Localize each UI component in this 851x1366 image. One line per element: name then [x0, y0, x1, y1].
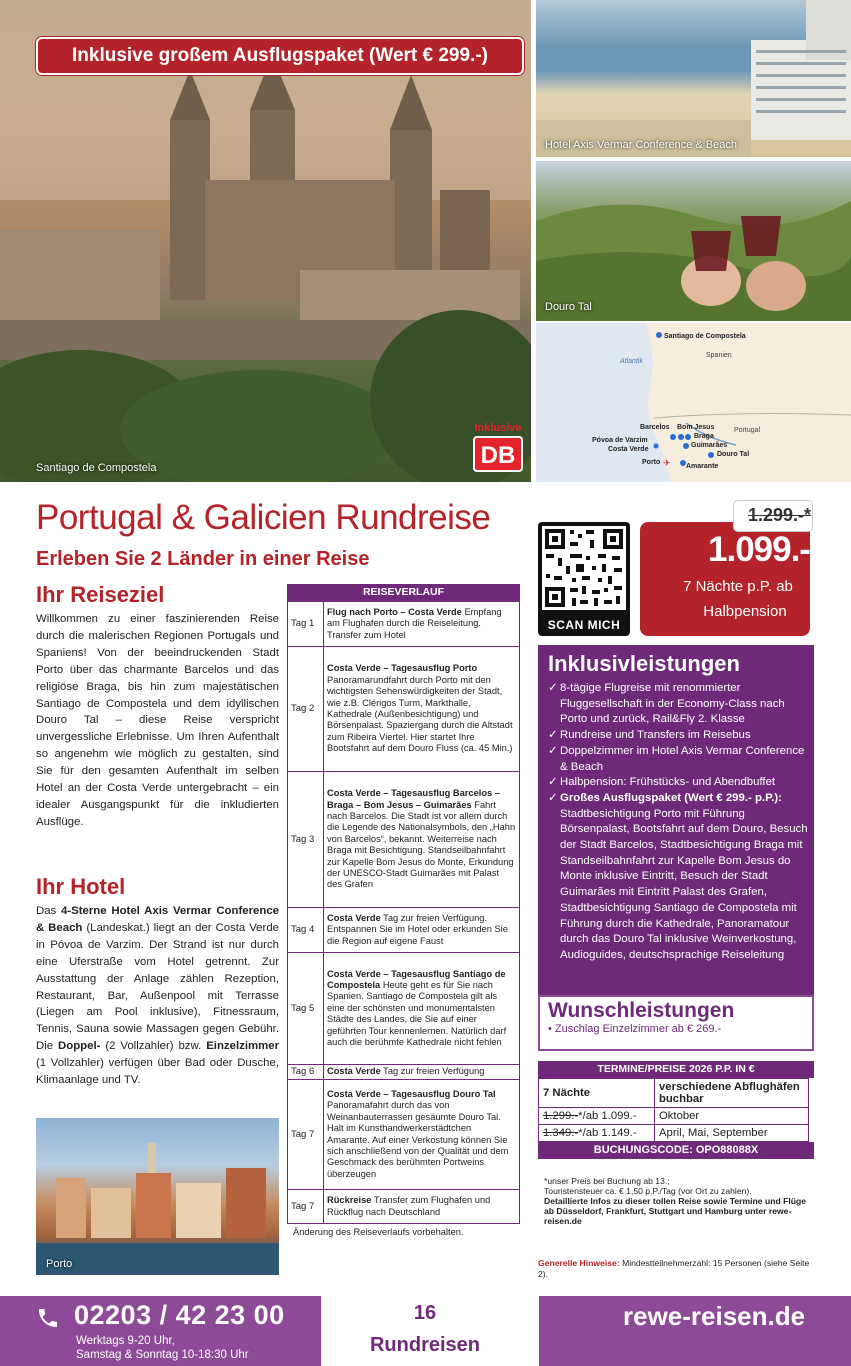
- itinerary-note: Änderung des Reiseverlaufs vorbehalten.: [293, 1227, 464, 1237]
- svg-text:✈: ✈: [663, 459, 671, 469]
- footnote-details: Detaillierte Infos zu dieser tollen Reise sowie Termine und Flüge ab Düsseldorf, Frankfurt, Stuttgart und Hamburg unter rewe-reisen.de: [544, 1196, 807, 1226]
- itinerary-row: [288, 1080, 520, 1190]
- hotel-name: 4-Sterne Hotel Axis Vermar Conference & Beach: [36, 905, 279, 934]
- map-place-amarante: Amarante: [686, 463, 719, 470]
- dates-col-airports: verschiedene Abflughäfen buchbar: [655, 1079, 809, 1108]
- extras-item: • Zuschlag Einzelzimmer ab € 269.-: [548, 1023, 722, 1035]
- phone-box[interactable]: [0, 1296, 321, 1366]
- footnote-line: Touristensteuer ca. € 1,50 p.P./Tag (vor Ort zu zahlen).: [544, 1186, 752, 1196]
- qr-block[interactable]: [538, 522, 630, 636]
- route-map: [536, 323, 851, 482]
- itinerary-row: [288, 908, 520, 953]
- page-subtitle: Erleben Sie 2 Länder in einer Reise: [36, 548, 370, 570]
- itinerary-day: Tag 5: [288, 953, 324, 1065]
- section-name: Rundreisen: [369, 1334, 481, 1356]
- itinerary-day-text: Heute geht es für Sie nach Spanien. Santiago de Compostela gilt als eine der schönsten und monumentalsten Städte des Landes, die Sie auf einer geführten Tour kennenlernen. Natürlich darf auch die berühmte Kathedrale nicht fehlen: [327, 979, 507, 1048]
- included-list: [538, 677, 814, 964]
- map-place-douro: Douro Tal: [717, 451, 750, 458]
- itinerary-day-title: Costa Verde – Tagesausflug Porto: [327, 663, 478, 674]
- itinerary-row: [288, 953, 520, 1065]
- website-link: rewe-reisen.de: [623, 1301, 806, 1331]
- map-place-povoa: Póvoa de Varzim: [592, 437, 648, 444]
- itinerary-day: Tag 7: [288, 1080, 324, 1190]
- itinerary-day: Tag 7: [288, 1190, 324, 1224]
- hotel-illustration: [536, 0, 851, 157]
- price-nights: 7 Nächte p.P. ab: [683, 578, 793, 595]
- porto-photo: [36, 1118, 279, 1275]
- map-place-barcelos: Barcelos: [640, 424, 670, 431]
- dates-months: April, Mai, September: [655, 1125, 809, 1142]
- map-portugal-label: Portugal: [734, 427, 761, 434]
- itinerary-day-title: Costa Verde: [327, 1066, 381, 1077]
- dates-old-price: 1.349.-: [543, 1127, 579, 1139]
- page-number: 16: [413, 1302, 437, 1324]
- itinerary-day: Tag 4: [288, 908, 324, 953]
- map-sea-label: Atlantik: [620, 358, 643, 365]
- itinerary-day-text: Tag zur freien Verfügung: [383, 1066, 485, 1077]
- hotel-single-room: Einzelzimmer: [206, 1040, 280, 1053]
- dates-price-cell: [539, 1125, 655, 1142]
- itinerary-desc: [324, 1065, 520, 1080]
- itinerary-day: Tag 6: [288, 1065, 324, 1080]
- itinerary-heading: REISEVERLAUF: [287, 584, 520, 601]
- hotel-text-body2: (2 Vollzahler) bzw.: [105, 1040, 202, 1053]
- itinerary-day-text: Panoramafahrt durch das von Weinanbauterrassen gesäumte Douro Tal. Halt im Kunsthandwerkerstädtchen Amarante. Auf einer Verkostung können Sie sich anschließend von der Qualität und dem Geschmack des berühmten Portweins überzeugen: [327, 1100, 509, 1179]
- itinerary-desc: [324, 1080, 520, 1190]
- itinerary-day: Tag 3: [288, 772, 324, 908]
- included-item-text: 8-tägige Flugreise mit renommierter Fluggesellschaft in der Economy-Class nach Porto und zurück, Rail&Fly 2. Klasse: [560, 682, 785, 726]
- douro-photo: [536, 161, 851, 321]
- hotel-text-body: (Landeskat.) liegt an der Costa Verde in Póvoa de Varzim. Der Strand ist nur durch eine Uferstraße vom Hotel getrennt. Zur Ausstattung der Anlage zählen Rezeption, Restaurant, Bar, Außenpool mit Terrasse (Liegen am Pool inklusive), Fitnessraum, Tennis, Sauna sowie Massagen gegen Gebühr. Die: [36, 921, 279, 1053]
- general-notes: [538, 1258, 814, 1280]
- itinerary-row: [288, 1190, 520, 1224]
- included-package-title: Großes Ausflugspaket (Wert € 299.- p.P.):: [560, 791, 782, 804]
- footnote: [544, 1176, 814, 1226]
- itinerary-day-title: Costa Verde: [327, 912, 381, 923]
- map-route-dots: [536, 323, 851, 482]
- itinerary-day-text: Panoramarundfahrt durch Porto mit den wichtigsten Sehenswürdigkeiten der Stadt, wie z.B. Clérigos Turm, Markthalle, Kathedrale (Außenbesichtigung) und Börsenpalast. Spaziergang durch die Altstadt zum Ribeira Viertel. Hier startet Ihre Bootsfahrt auf dem Douro Fluss (ca. 45 Min.): [327, 674, 513, 754]
- check-icon: ✓: [548, 729, 558, 742]
- hotel-text: [36, 903, 279, 1089]
- page-title: Portugal & Galicien Rundreise: [36, 498, 491, 537]
- booking-code: BUCHUNGSCODE: OPO88088X: [538, 1142, 814, 1159]
- hotel-photo: [536, 0, 851, 157]
- dates-months: Oktober: [655, 1108, 809, 1125]
- itinerary-day-title: Flug nach Porto – Costa Verde: [327, 606, 462, 617]
- extras-box: [538, 995, 814, 1051]
- map-spain-label: Spanien: [706, 352, 732, 359]
- main-photo-caption: Santiago de Compostela: [36, 462, 157, 474]
- qr-code-icon: [542, 526, 626, 610]
- destination-heading: Ihr Reiseziel: [36, 582, 165, 607]
- itinerary-desc: [324, 1190, 520, 1224]
- itinerary-day-text: Empfang am Flughafen durch die Reiseleitung. Transfer zum Hotel: [327, 606, 502, 640]
- map-place-porto: Porto: [642, 459, 661, 466]
- included-item: [548, 744, 808, 775]
- dates-row: [539, 1125, 809, 1142]
- included-item-text: Rundreise und Transfers im Reisebus: [560, 729, 751, 742]
- footer: [0, 1296, 851, 1366]
- hotel-text-lead: Das: [36, 905, 57, 917]
- porto-illustration: [36, 1118, 279, 1275]
- check-icon: ✓: [548, 744, 558, 757]
- phone-icon: [36, 1306, 60, 1330]
- douro-photo-caption: Douro Tal: [545, 301, 592, 313]
- itinerary: [287, 584, 520, 1237]
- package-banner: [36, 37, 524, 75]
- dates-col-nights: 7 Nächte: [539, 1079, 655, 1108]
- itinerary-day-title: Rückreise: [327, 1195, 372, 1206]
- extras-heading: Wunschleistungen: [548, 999, 735, 1022]
- footnote-line: *unser Preis bei Buchung ab 13.;: [544, 1176, 670, 1186]
- dates-old-price: 1.299.-: [543, 1110, 579, 1122]
- db-badge: [472, 422, 524, 478]
- porto-photo-caption: Porto: [46, 1258, 73, 1270]
- price-old: 1.299.-*: [748, 505, 812, 525]
- price-board: Halbpension: [703, 603, 787, 620]
- check-icon: ✓: [548, 682, 558, 694]
- itinerary-day: Tag 1: [288, 602, 324, 647]
- itinerary-day-text: Fahrt nach Barcelos. Die Stadt ist vor allem durch die Legende des Nationalsymbols, den „Hahn von Barcelos“, bekannt. Weiterreise nach Braga mit Besichtigung. Standseilbahnfahrt zur Kapelle Bom Jesus do Monte, Erkundung der UNESCO-Stadt Guimarães mit Palast des Grafen: [327, 799, 516, 890]
- dates-header-row: [539, 1079, 809, 1108]
- included-package-text: Stadtbesichtigung Porto mit Führung Börsenpalast, Bootsfahrt auf dem Douro, Besuch der Stadt Barcelos, Stadtbesichtigung Braga mit Standseilbahnfahrt zur Kapelle Bom Jesus do Monte inklusive Eintritt, Besuch der Stadt Guimarães mit Eintritt Palast des Grafen, Stadtbesichtigung Santiago de Compostela mit Führung durch die Kathedrale, Panoramatour durch das Douro Tal inklusive Weinverkostung, Audioguides, deutschsprachige Reiseleitung: [560, 807, 808, 961]
- check-icon: ✓: [548, 791, 558, 804]
- itinerary-row: [288, 772, 520, 908]
- included-item: [548, 681, 808, 728]
- check-icon: ✓: [548, 776, 558, 789]
- included-item-text: Halbpension: Frühstücks- und Abendbuffet: [560, 776, 776, 789]
- qr-label: SCAN MICH: [547, 618, 621, 632]
- itinerary-day-text: Transfer zum Flughafen und Rückflug nach Deutschland: [327, 1195, 491, 1217]
- hotel-heading: Ihr Hotel: [36, 874, 126, 899]
- price-new: 1.099.-: [708, 530, 810, 569]
- dates-row: [539, 1108, 809, 1125]
- itinerary-row: [288, 602, 520, 647]
- itinerary-day-title: Costa Verde – Tagesausflug Santiago de Compostela: [327, 968, 506, 990]
- dates-new-price: */ab 1.149.-: [578, 1127, 637, 1139]
- dates-price-table: [538, 1078, 809, 1142]
- itinerary-row: [288, 1065, 520, 1080]
- website-box[interactable]: [539, 1296, 851, 1366]
- itinerary-row: [288, 647, 520, 772]
- itinerary-day: Tag 2: [288, 647, 324, 772]
- dates-new-price: */ab 1.099.-: [578, 1110, 637, 1122]
- itinerary-table: [287, 601, 520, 1224]
- general-notes-label: Generelle Hinweise:: [538, 1258, 620, 1268]
- itinerary-desc: [324, 602, 520, 647]
- hotel-photo-caption: Hotel Axis Vermar Conference & Beach: [545, 139, 737, 151]
- dates-heading: TERMINE/PREISE 2026 P.P. IN €: [538, 1061, 814, 1078]
- itinerary-day-title: Costa Verde – Tagesausflug Douro Tal: [327, 1088, 496, 1099]
- itinerary-day-title: Costa Verde – Tagesausflug Barcelos – Braga – Bom Jesus – Guimarães: [327, 788, 500, 810]
- itinerary-desc: [324, 772, 520, 908]
- hotel-text-body3: (1 Vollzahler) verfügen über Bad oder Dusche, Klimaanlage und TV.: [36, 1057, 279, 1087]
- included-heading: Inklusivleistungen: [548, 651, 740, 676]
- included-item-text: Doppelzimmer im Hotel Axis Vermar Conference & Beach: [560, 744, 805, 773]
- db-badge-label: Inklusive: [474, 422, 522, 434]
- map-place-braga: Braga: [694, 433, 714, 440]
- map-place-label: Santiago de Compostela: [664, 333, 746, 340]
- included-item: [548, 775, 808, 791]
- map-place-bom-jesus: Bom Jesus: [677, 424, 715, 431]
- hours-weekend: Samstag & Sonntag 10-18:30 Uhr: [76, 1349, 249, 1361]
- included-item: [548, 728, 808, 744]
- destination-text: Willkommen zu einer faszinierenden Reise durch die malerischen Regionen Portugals und Spaniens! Von der beeindruckenden Stadt Porto über das charmante Barcelos und das religiöse Braga, bis hin zum majestätischen Santiago de Compostela und dem idyllischen Douro Tal – diese Reise verspricht unvergessliche Erlebnisse. Um Ihren Aufenthalt so angenehm wie möglich zu gestalten, sind Sie für den gesamten Aufenthalt im selben Hotel an der Costa Verde untergebracht – ein idealer Ausgangspunkt für die inkludierten Ausflüge.: [36, 613, 279, 828]
- map-place-guimaraes: Guimarães: [691, 442, 728, 449]
- hours-weekday: Werktags 9-20 Uhr,: [76, 1335, 175, 1347]
- dates-price-cell: [539, 1108, 655, 1125]
- douro-illustration: [536, 161, 851, 321]
- included-item: [548, 791, 808, 964]
- db-logo: DB: [473, 436, 523, 472]
- itinerary-desc: [324, 908, 520, 953]
- included-box: [538, 645, 814, 995]
- map-place-costa-verde: Costa Verde: [608, 446, 649, 453]
- dates-table: [538, 1061, 814, 1159]
- general-notes-text: Mindestteilnehmerzahl: 15 Personen (siehe Seite 2).: [538, 1258, 810, 1279]
- phone-number: 02203 / 42 23 00: [74, 1300, 285, 1330]
- itinerary-day-text: Tag zur freien Verfügung. Entspannen Sie im Hotel oder erkunden Sie die Region auf eigene Faust: [327, 912, 508, 946]
- itinerary-desc: [324, 647, 520, 772]
- package-banner-text: Inklusive großem Ausflugspaket (Wert € 299.-): [72, 45, 488, 66]
- hotel-double-room: Doppel-: [58, 1040, 101, 1053]
- itinerary-desc: [324, 953, 520, 1065]
